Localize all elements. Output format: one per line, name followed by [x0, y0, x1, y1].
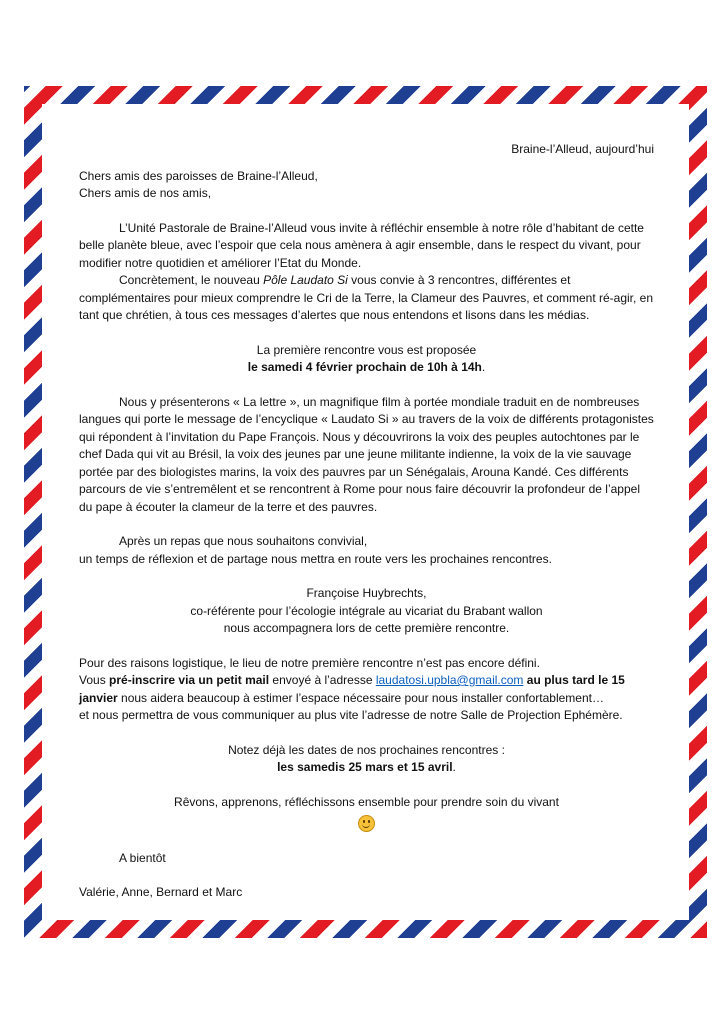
logistics-vous: Vous [79, 673, 110, 687]
smiley-row [79, 815, 654, 833]
next-meetings-dates-bold: les samedis 25 mars et 15 avril [277, 760, 453, 774]
pole-name: Pôle Laudato Si [263, 273, 348, 287]
meal-line-2: un temps de réflexion et de partage nous mettra en route vers les prochaines rencontres. [79, 551, 552, 566]
next-meetings-period: . [452, 760, 456, 774]
paragraph-invitation: L’Unité Pastorale de Braine-l’Alleud vous invite à réfléchir ensemble à notre rôle d’habitant de cette belle planète bleue, avec l’espoir que cela nous amènera à agir ensemble, dans le respect du vivant, pour modifier notre quotidien et améliorer l’Etat du Monde. [79, 220, 644, 270]
logistics-line-3: et nous permettra de vous communiquer au plus vite l’adresse de notre Salle de Projection Ephémère. [79, 708, 623, 722]
para2-before: Concrètement, le nouveau [119, 273, 264, 287]
motto: Rêvons, apprenons, réfléchissons ensemble pour prendre soin du vivant [174, 794, 559, 809]
logistics-registration [79, 672, 654, 707]
paragraph-pole-laudato-si [79, 272, 654, 325]
first-meeting-date [79, 359, 654, 377]
logistics-line-1: Pour des raisons logistique, le lieu de notre première rencontre n’est pas encore défini. [79, 655, 540, 670]
para2-after: vous convie à 3 rencontres, différentes et complémentaires pour mieux comprendre le Cri de la Terre, la Clameur des Pauvres, et comment ré-agir, en tant que chrétien, à tous ces messages d’alertes que nous entendons et lisons dans les médias. [79, 273, 654, 322]
closing: A bientôt [119, 850, 166, 865]
salutation-line-1: Chers amis des paroisses de Braine-l’Alleud, [79, 168, 318, 183]
email-link[interactable]: laudatosi.upbla@gmail.com [375, 673, 524, 687]
speaker-role: co-référente pour l’écologie intégrale au vicariat du Brabant wallon [190, 603, 543, 618]
speaker-name: Françoise Huybrechts, [306, 586, 427, 600]
logistics-bold-2: au plus tard le 15 janvier [79, 673, 625, 705]
letter-body [79, 141, 654, 902]
logistics-bold-1: pré-inscrire via un petit mail [109, 673, 270, 687]
logistics-rest: nous aidera beaucoup à estimer l’espace nécessaire pour nous installer confortablement… [117, 690, 604, 705]
signatures: Valérie, Anne, Bernard et Marc [79, 885, 243, 899]
paragraph-film: Nous y présenterons « La lettre », un magnifique film à portée mondiale traduit en de nombreuses langues qui porte le message de l’encyclique « Laudato Si » au travers de la voix de différents protagonistes qui répondent à l’invitation du Pape François. Nous y découvrirons la voix des peuples autochtones par le chef Dada qui vit au Brésil, la voix des jeunes par une jeune militante indienne, la voix de la vie sauvage portée par des biologistes marins, la voix des pauvres par un Sénégalais, Arouna Kandé. Ces différents parcours de vie s’entremêlent et se rencontrent à Rome pour nous faire découvrir la profondeur de l’appel du pape à écouter la clameur de la terre et des pauvres. [79, 394, 654, 514]
salutation-line-2: Chers amis de nos amis, [79, 186, 212, 200]
first-meeting-period: . [481, 360, 486, 374]
smiley-face-icon [358, 815, 375, 832]
next-meetings-dates [79, 759, 654, 777]
next-meetings-intro: Notez déjà les dates de nos prochaines rencontres : [228, 742, 505, 757]
first-meeting-intro: La première rencontre vous est proposée [256, 342, 477, 357]
logistics-mid: envoyé à l’adresse [269, 673, 376, 687]
speaker-note: nous accompagnera lors de cette première rencontre. [223, 621, 510, 635]
meal-line-1: Après un repas que nous souhaitons convivial, [119, 534, 368, 548]
place-date: Braine-l’Alleud, aujourd’hui [511, 142, 654, 156]
first-meeting-date-bold: le samedi 4 février prochain de 10h à 14h [247, 360, 482, 374]
